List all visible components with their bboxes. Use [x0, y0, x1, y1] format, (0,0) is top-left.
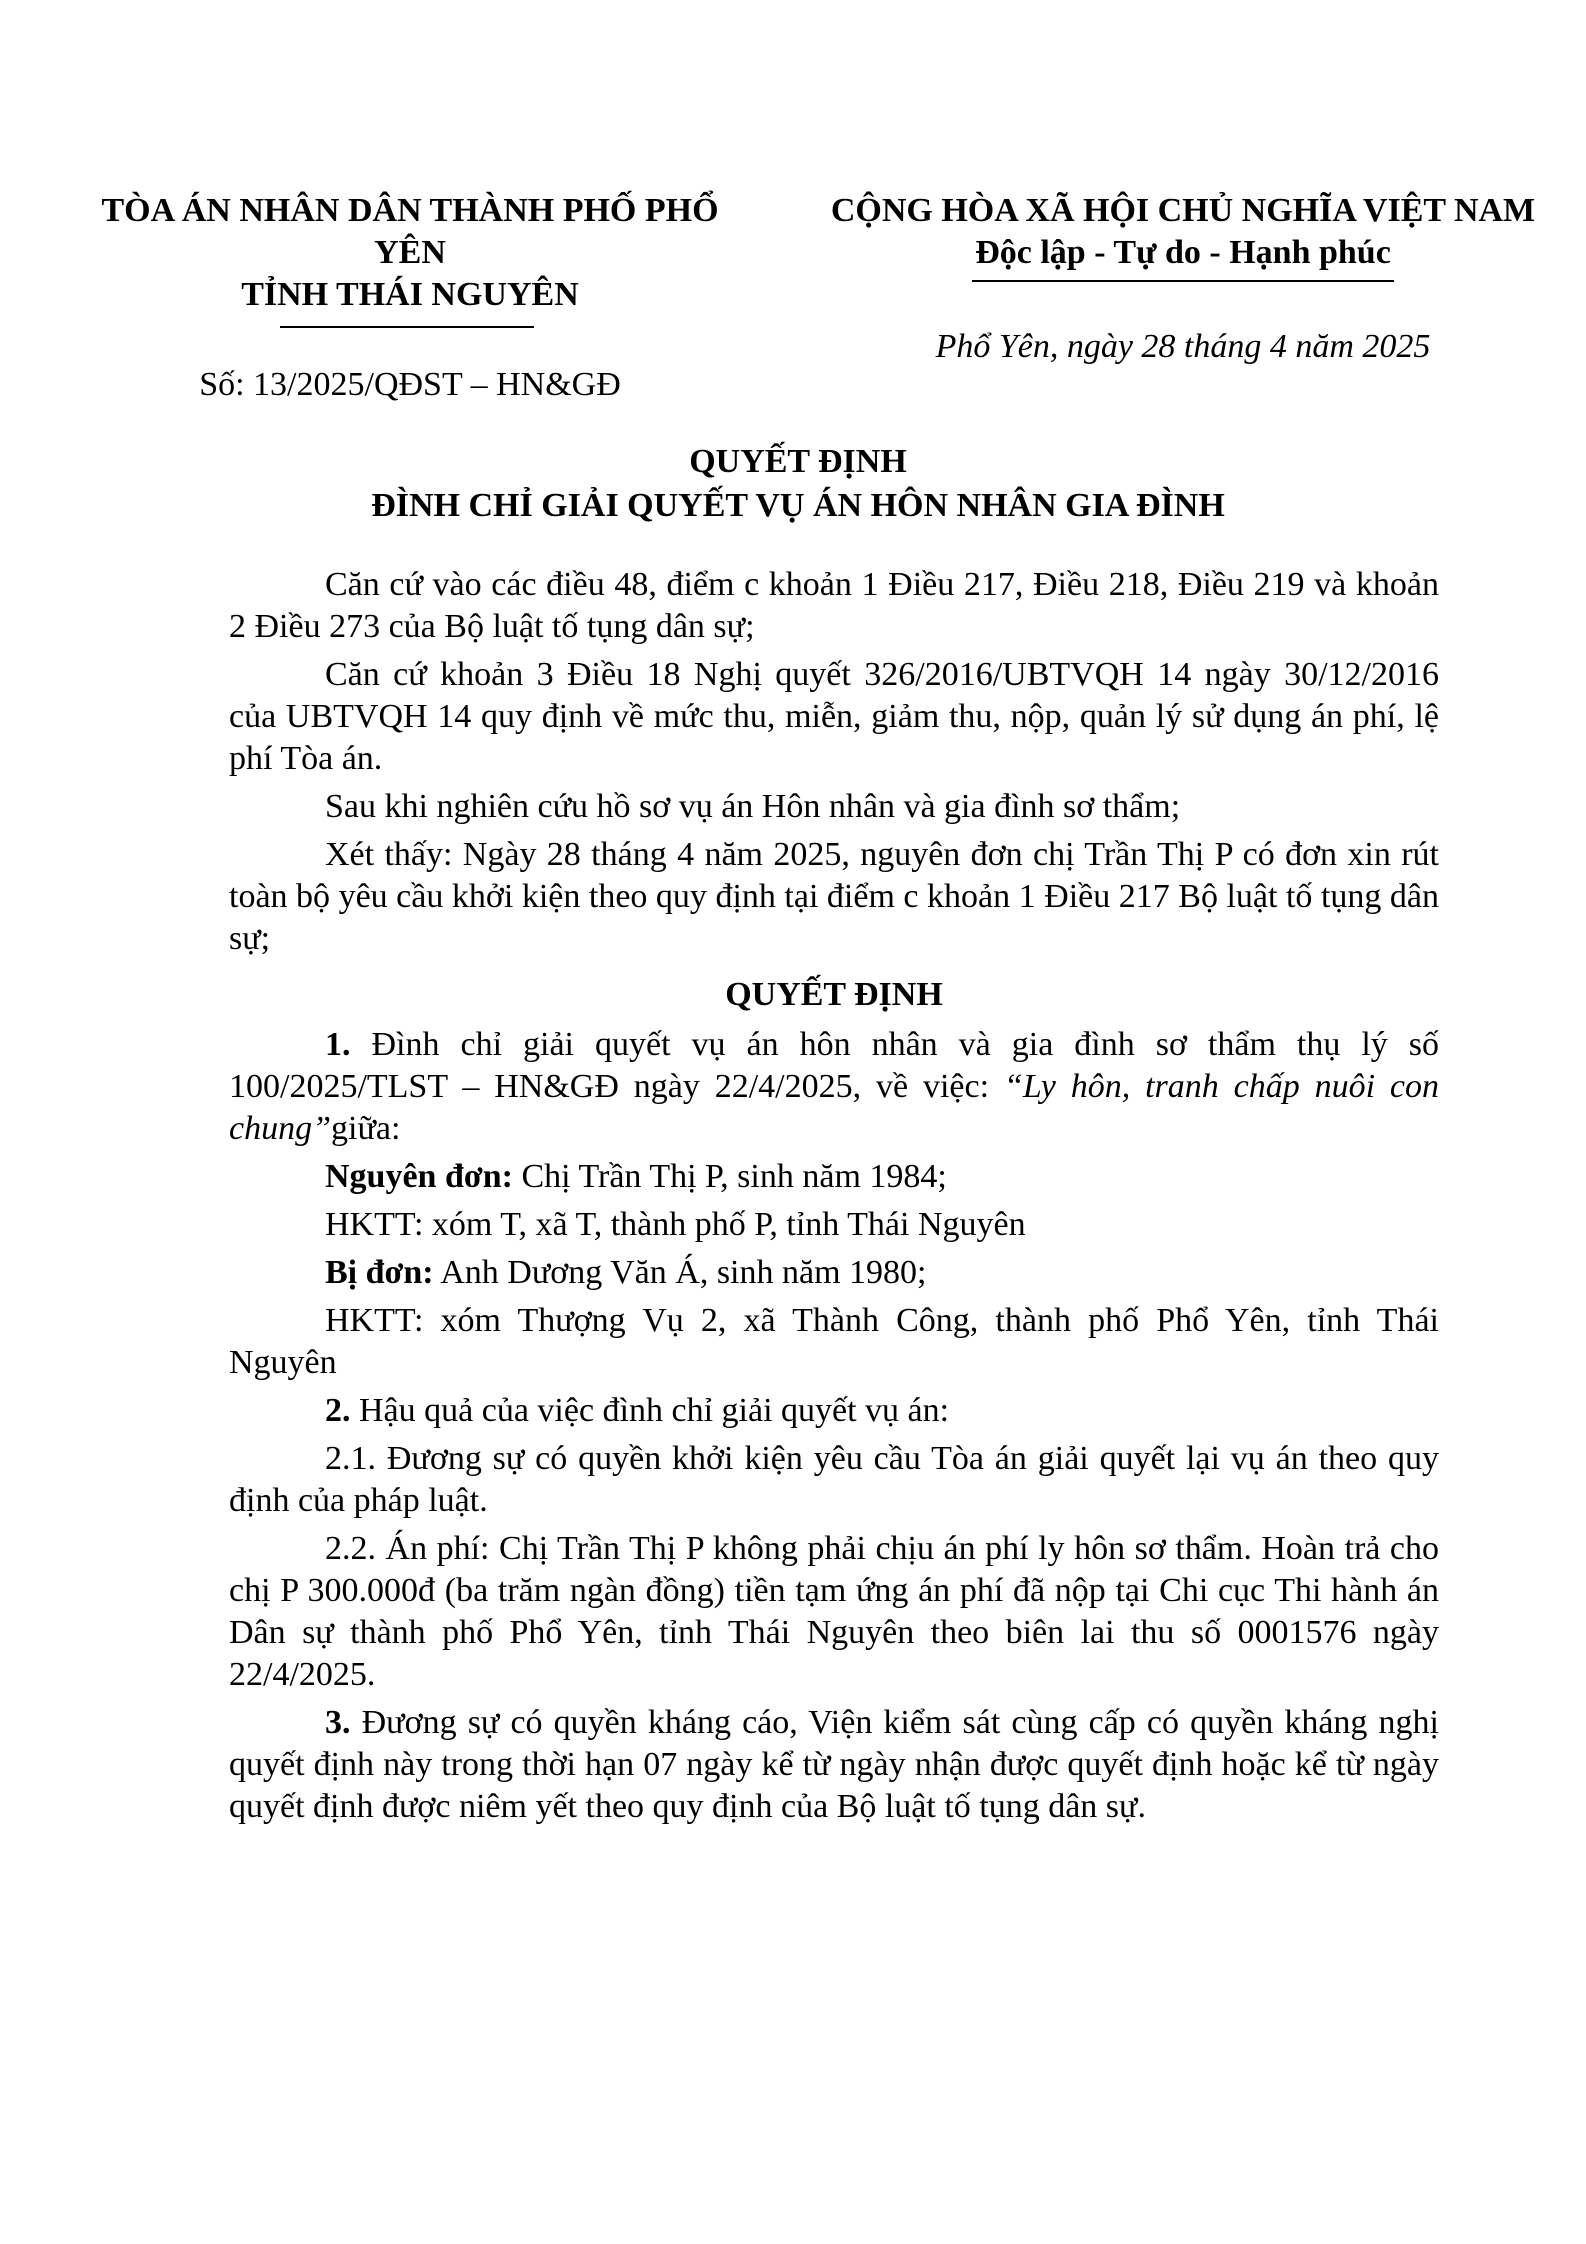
defendant [229, 1252, 1439, 1294]
item-2-1: 2.1. Đương sự có quyền khởi kiện yêu cầu Tòa án giải quyết lại vụ án theo quy định của pháp luật. [229, 1440, 1439, 1519]
item-3-text: Đương sự có quyền kháng cáo, Viện kiểm sát cùng cấp có quyền kháng nghị quyết định này trong thời hạn 07 ngày kể từ ngày nhận được quyết định hoặc kể từ ngày quyết định được niêm yết theo quy định của Bộ luật tố tụng dân sự. [229, 1704, 1439, 1825]
basis-paragraph-2: Căn cứ khoản 3 Điều 18 Nghị quyết 326/2016/UBTVQH 14 ngày 30/12/2016 của UBTVQH 14 quy định về mức thu, miễn, giảm thu, nộp, quản lý sử dụng án phí, lệ phí Tòa án. [229, 656, 1439, 777]
item-3-number: 3. [325, 1704, 351, 1741]
plaintiff [229, 1156, 1439, 1198]
national-title: CỘNG HÒA XÃ HỘI CHỦ NGHĨA VIỆT NAM [830, 192, 1536, 229]
defendant-address: HKTT: xóm Thượng Vụ 2, xã Thành Công, thành phố Phổ Yên, tỉnh Thái Nguyên [229, 1302, 1439, 1381]
court-header-underline [280, 326, 534, 328]
item-2-2: 2.2. Án phí: Chị Trần Thị P không phải chịu án phí ly hôn sơ thẩm. Hoàn trả cho chị P 300.000đ (ba trăm ngàn đồng) tiền tạm ứng án phí đã nộp tại Chi cục Thi hành án Dân sự thành phố Phổ Yên, tỉnh Thái Nguyên theo biên lai thu số 0001576 ngày 22/4/2025. [229, 1530, 1439, 1693]
defendant-value: Anh Dương Văn Á, sinh năm 1980; [433, 1254, 927, 1291]
item-1 [229, 1024, 1439, 1150]
national-motto: Độc lập - Tự do - Hạnh phúc [975, 234, 1391, 271]
plaintiff-label: Nguyên đơn: [325, 1158, 513, 1195]
plaintiff-address: HKTT: xóm T, xã T, thành phố P, tỉnh Thái Nguyên [325, 1206, 1026, 1243]
decision-number: Số: 13/2025/QĐST – HN&GĐ [199, 366, 621, 403]
decision-heading: QUYẾT ĐỊNH [725, 976, 943, 1013]
plaintiff-value: Chị Trần Thị P, sinh năm 1984; [512, 1158, 947, 1195]
basis-paragraph-1: Căn cứ vào các điều 48, điểm c khoản 1 Điều 217, Điều 218, Điều 219 và khoản 2 Điều 273 của Bộ luật tố tụng dân sự; [229, 566, 1439, 645]
issue-date: Phổ Yên, ngày 28 tháng 4 năm 2025 [935, 328, 1431, 365]
court-header [60, 190, 760, 316]
court-name-line1: TÒA ÁN NHÂN DÂN THÀNH PHỐ PHỔ [101, 192, 719, 229]
basis-paragraph-4: Xét thấy: Ngày 28 tháng 4 năm 2025, nguyên đơn chị Trần Thị P có đơn xin rút toàn bộ yêu cầu khởi kiện theo quy định tại điểm c khoản 1 Điều 217 Bộ luật tố tụng dân sự; [229, 836, 1439, 957]
national-motto-underline [972, 280, 1394, 282]
court-province: TỈNH THÁI NGUYÊN [241, 276, 579, 313]
item-2-number: 2. [325, 1392, 351, 1429]
court-name-line2: YÊN [374, 234, 446, 271]
item-1-text: Đình chỉ giải quyết vụ án hôn nhân và gia đình sơ thẩm thụ lý số 100/2025/TLST – HN&GĐ ngày 22/4/2025, về việc: [229, 1026, 1439, 1105]
title-line1: QUYẾT ĐỊNH [689, 443, 907, 480]
item-2 [229, 1390, 1439, 1432]
basis-paragraph-3: Sau khi nghiên cứu hồ sơ vụ án Hôn nhân và gia đình sơ thẩm; [325, 788, 1181, 825]
item-2-text: Hậu quả của việc đình chỉ giải quyết vụ án: [350, 1392, 950, 1429]
national-header [790, 190, 1576, 274]
item-1-tail: giữa: [331, 1110, 401, 1147]
item-1-subject: “Ly hôn, tranh chấp nuôi con chung” [229, 1068, 1439, 1147]
document-body [229, 564, 1439, 1834]
defendant-label: Bị đơn: [325, 1254, 434, 1291]
item-1-number: 1. [325, 1026, 351, 1063]
document-title [160, 440, 1436, 528]
item-3 [229, 1702, 1439, 1828]
title-line2: ĐÌNH CHỈ GIẢI QUYẾT VỤ ÁN HÔN NHÂN GIA ĐÌNH [371, 487, 1225, 524]
